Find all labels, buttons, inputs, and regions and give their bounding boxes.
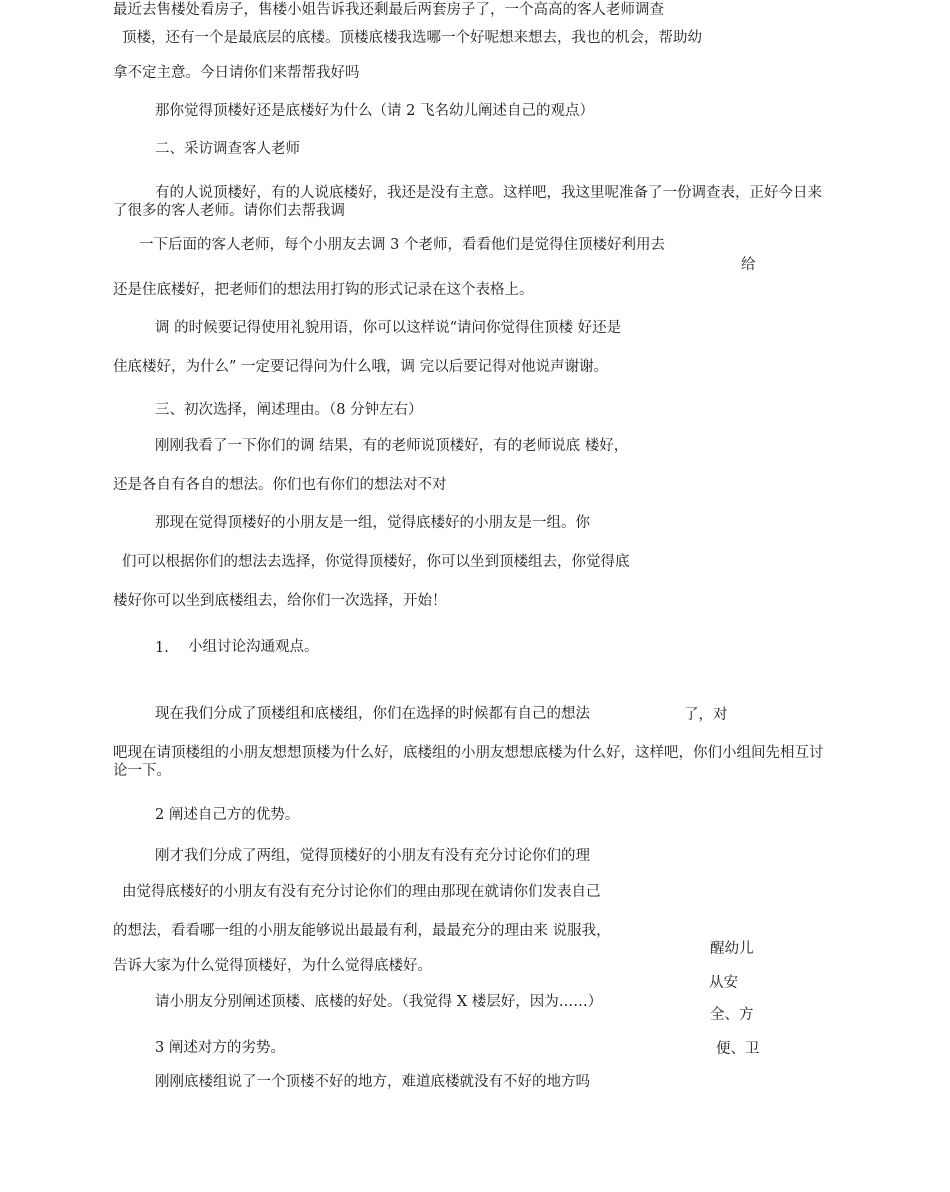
paragraph-line: 刚才我们分成了两组，觉得顶楼好的小朋友有没有充分讨论你们的理 [155,848,590,864]
paragraph-line: 了，对 [684,707,728,723]
paragraph-line: 还是住底楼好，把老师们的想法用打钩的形式记录在这个表格上。 [113,282,534,298]
list-number: 1. [155,640,169,656]
paragraph-line: 调 的时候要记得使用礼貌用语，你可以这样说“请问你觉得住顶楼 好还是 [155,320,622,336]
paragraph-line: 还是各自有各自的想法。你们也有你们的想法对不对 [113,477,447,493]
margin-note: 从安 [709,975,738,991]
paragraph-line: 楼好你可以坐到底楼组去，给你们一次选择，开始！ [113,593,447,609]
paragraph-line: 顶楼，还有一个是最底层的底楼。顶楼底楼我选哪一个好呢想来想去，我也的机会，帮助幼 [122,30,702,46]
paragraph-line: 拿不定主意。今日请你们来帮帮我好吗 [113,65,360,81]
subsection-heading: 小组讨论沟通观点。 [188,639,319,655]
paragraph-line: 的想法，看看哪一组的小朋友能够说出最最有利，最最充分的理由来 说服我， [113,923,611,939]
margin-note: 醒幼儿 [710,941,754,957]
paragraph-line: 那现在觉得顶楼好的小朋友是一组，觉得底楼好的小朋友是一组。你 [155,515,590,531]
paragraph: 有的人说顶楼好，有的人说底楼好，我还是没有主意。这样吧，我这里呢准备了一份调查表，正好今日来了很多的客人老师。请你们去帮我调 [113,185,822,219]
paragraph-line: 由觉得底楼好的小朋友有没有充分讨论你们的理由那现在就请你们发表自己 [122,884,601,900]
paragraph-line: 一下后面的客人老师，每个小朋友去调 3 个老师，看看他们是觉得住顶楼好利用去 [139,237,665,253]
paragraph-line: 刚刚底楼组说了一个顶楼不好的地方，难道底楼就没有不好的地方吗 [155,1074,590,1090]
paragraph-line: 最近去售楼处看房子，售楼小姐告诉我还剩最后两套房子了，一个高高的客人老师调查 [113,2,664,18]
paragraph-line: 刚刚我看了一下你们的调 结果，有的老师说顶楼好，有的老师说底 楼好， [155,438,629,454]
paragraph-line: 那你觉得顶楼好还是底楼好为什么（请 2 飞名幼儿阐述自己的观点） [155,103,594,119]
paragraph-line: 现在我们分成了顶楼组和底楼组，你们在选择的时候都有自己的想法 [155,706,590,722]
paragraph-line: 住底楼好，为什么” 一定要记得问为什么哦，调 完以后要记得对他说声谢谢。 [113,359,609,375]
paragraph-line: 请小朋友分别阐述顶楼、底楼的好处。（我觉得 X 楼层好，因为……） [155,994,603,1010]
paragraph-line: 告诉大家为什么觉得顶楼好，为什么觉得底楼好。 [113,958,432,974]
subsection-heading: 3 阐述对方的劣势。 [155,1040,285,1056]
subsection-heading: 2 阐述自己方的优势。 [155,807,300,823]
paragraph: 吧现在请顶楼组的小朋友想想顶楼为什么好，底楼组的小朋友想想底楼为什么好，这样吧，你们小组间先相互讨论一下。 [113,745,824,779]
section-heading: 三、初次选择，阐述理由。（8 分钟左右） [155,402,423,418]
margin-note: 便、卫 [716,1041,760,1057]
margin-note: 全、方 [710,1007,754,1023]
section-heading: 二、采访调查客人老师 [155,141,300,157]
margin-note: 给 [741,257,756,273]
paragraph-line: 们可以根据你们的想法去选择，你觉得顶楼好，你可以坐到顶楼组去，你觉得底 [122,554,630,570]
